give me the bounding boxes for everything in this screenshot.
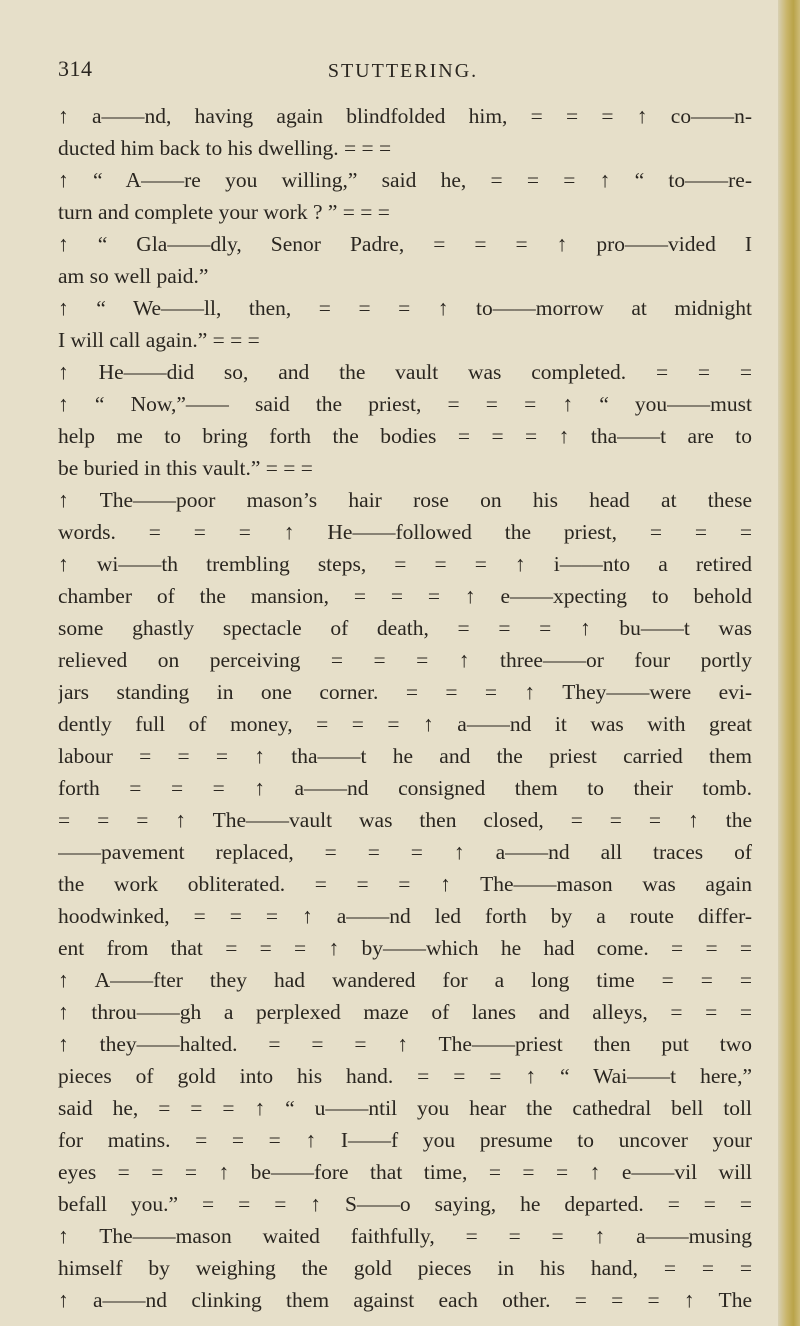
text-line: for matins. = = = ↑ I——f you presume to uncover your (58, 1128, 752, 1152)
text-line: ↑ wi——th trembling steps, = = = ↑ i——nto a retired (58, 552, 752, 576)
text-line: befall you.” = = = ↑ S——o saying, he departed. = = = (58, 1192, 752, 1216)
text-line: turn and complete your work ? ” = = = (58, 200, 390, 224)
text-line: ↑ a——nd, having again blindfolded him, = = = ↑ co——n- (58, 104, 752, 128)
text-line: be buried in this vault.” = = = (58, 456, 313, 480)
text-line: ↑ The——poor mason’s hair rose on his head at these (58, 488, 752, 512)
text-line: some ghastly spectacle of death, = = = ↑ bu——t was (58, 616, 752, 640)
text-line: ↑ “ Gla——dly, Senor Padre, = = = ↑ pro——vided I (58, 232, 752, 256)
text-line: help me to bring forth the bodies = = = ↑ tha——t are to (58, 424, 752, 448)
text-line: = = = ↑ The——vault was then closed, = = = ↑ the (58, 808, 752, 832)
text-line: ↑ “ A——re you willing,” said he, = = = ↑ “ to——re- (58, 168, 752, 192)
text-line: forth = = = ↑ a——nd consigned them to their tomb. (58, 776, 752, 800)
text-line: relieved on perceiving = = = ↑ three——or four portly (58, 648, 752, 672)
text-line: ↑ they——halted. = = = ↑ The——priest then put two (58, 1032, 752, 1056)
text-line: am so well paid.” (58, 264, 209, 288)
text-line: himself by weighing the gold pieces in his hand, = = = (58, 1256, 752, 1280)
text-line: eyes = = = ↑ be——fore that time, = = = ↑ e——vil will (58, 1160, 752, 1184)
text-line: chamber of the mansion, = = = ↑ e——xpecting to behold (58, 584, 752, 608)
text-line: hoodwinked, = = = ↑ a——nd led forth by a route differ- (58, 904, 752, 928)
text-line: the work obliterated. = = = ↑ The——mason was again (58, 872, 752, 896)
text-line: labour = = = ↑ tha——t he and the priest carried them (58, 744, 752, 768)
text-line: ent from that = = = ↑ by——which he had come. = = = (58, 936, 752, 960)
text-line: ↑ A——fter they had wandered for a long time = = = (58, 968, 752, 992)
running-head: STUTTERING. (327, 60, 479, 82)
page-number: 314 (58, 56, 93, 81)
text-line: I will call again.” = = = (58, 328, 260, 352)
body-text (58, 100, 752, 1316)
text-line: ——pavement replaced, = = = ↑ a——nd all traces of (58, 840, 752, 864)
page-header (58, 56, 748, 86)
page-edge-binding (778, 0, 800, 1326)
text-line: pieces of gold into his hand. = = = ↑ “ Wai——t here,” (58, 1064, 752, 1088)
text-line: ducted him back to his dwelling. = = = (58, 136, 392, 160)
text-line: ↑ “ We——ll, then, = = = ↑ to——morrow at midnight (58, 296, 752, 320)
text-line: ↑ “ Now,”—— said the priest, = = = ↑ “ you——must (58, 392, 752, 416)
text-line: dently full of money, = = = ↑ a——nd it was with great (58, 712, 752, 736)
text-line: said he, = = = ↑ “ u——ntil you hear the cathedral bell toll (58, 1096, 752, 1120)
text-line: ↑ He——did so, and the vault was completed. = = = (58, 360, 752, 384)
text-line: ↑ throu——gh a perplexed maze of lanes and alleys, = = = (58, 1000, 752, 1024)
text-line: jars standing in one corner. = = = ↑ They——were evi- (58, 680, 752, 704)
text-line: words. = = = ↑ He——followed the priest, = = = (58, 520, 752, 544)
text-line: ↑ a——nd clinking them against each other. = = = ↑ The (58, 1288, 752, 1312)
text-line: ↑ The——mason waited faithfully, = = = ↑ a——musing (58, 1224, 752, 1248)
